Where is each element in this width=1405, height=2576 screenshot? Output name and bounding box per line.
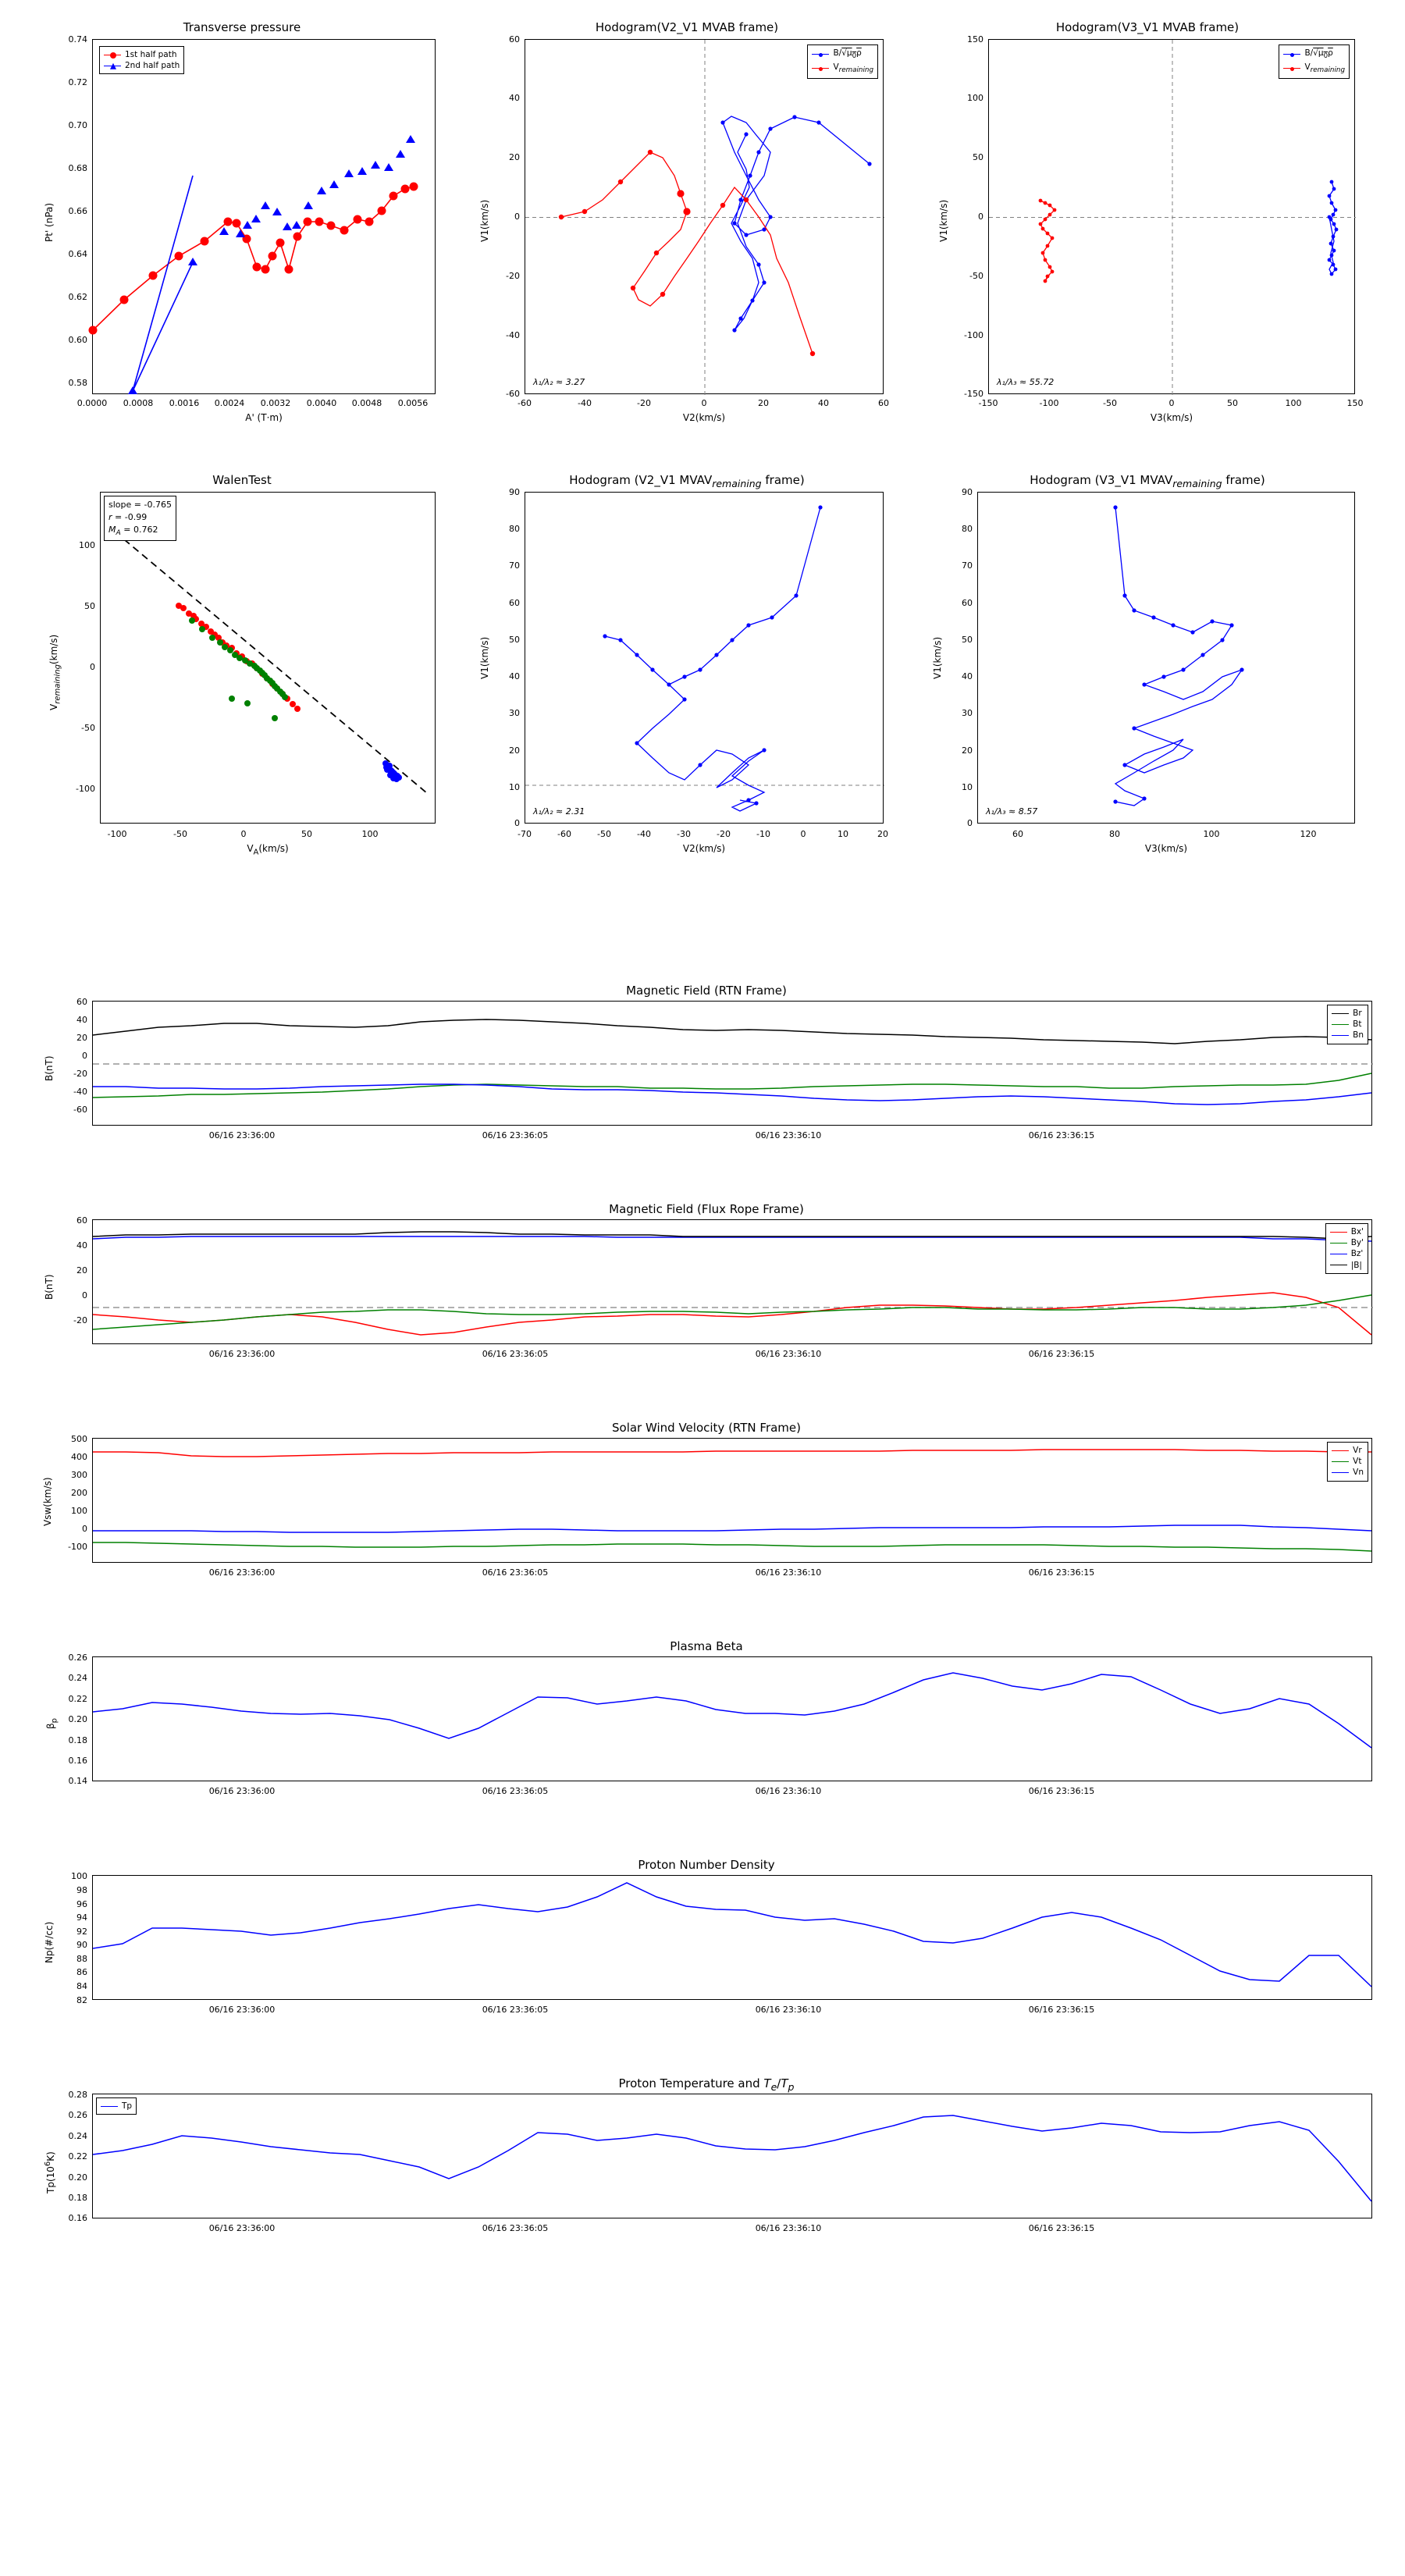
y-tick: 50 <box>962 635 973 645</box>
x-tick: -50 <box>1103 398 1117 408</box>
y-tick: 0.68 <box>68 163 87 173</box>
legend-label: By' <box>1350 1238 1364 1248</box>
y-tick: 0.22 <box>68 1694 87 1704</box>
y-tick: 0.60 <box>68 335 87 345</box>
y-axis-label: $Tp(10^6K)$ <box>44 2151 56 2194</box>
y-tick: -100 <box>964 330 984 340</box>
panel-title: Transverse pressure <box>183 20 301 34</box>
legend-item <box>1332 1019 1364 1030</box>
x-tick: 06/16 23:36:00 <box>208 1567 276 1578</box>
x-tick: 120 <box>1300 829 1317 839</box>
legend-item <box>812 62 873 76</box>
y-axis-label: V1(km/s) <box>479 636 490 679</box>
panel-transverse-pressure <box>31 16 453 429</box>
x-tick: 06/16 23:36:15 <box>1028 1130 1095 1140</box>
plot-area <box>988 39 1355 394</box>
plot-area <box>525 492 884 824</box>
plot-area <box>525 39 884 394</box>
legend-label: 1st half path <box>125 50 177 59</box>
y-axis-label: Vsw(km/s) <box>42 1477 53 1526</box>
x-tick: 80 <box>1109 829 1120 839</box>
y-tick: 84 <box>76 1981 87 1991</box>
legend-tp <box>96 2097 137 2115</box>
x-tick: 06/16 23:36:05 <box>482 2005 549 2015</box>
legend-label: Bn <box>1353 1030 1364 1041</box>
walen-ma: $M_A = 0.762$ <box>108 524 158 538</box>
beta-plot <box>93 1657 1373 1782</box>
legend-item <box>104 60 180 71</box>
legend-label: $V_{remaining}$ <box>833 62 873 74</box>
panel-magnetic-field-rtn <box>31 984 1382 1155</box>
y-tick: 40 <box>76 1015 87 1025</box>
y-axis-label: B(nT) <box>44 1274 55 1300</box>
panel-magnetic-field-fluxrope <box>31 1202 1382 1374</box>
y-tick: 0.58 <box>68 378 87 388</box>
panel-title: Hodogram(V3_V1 MVAB frame) <box>1055 20 1240 34</box>
y-tick: 300 <box>71 1470 87 1480</box>
plot-area <box>100 492 436 824</box>
legend-item <box>812 48 873 62</box>
plot-area <box>92 1438 1372 1563</box>
y-tick: 0.72 <box>68 77 87 87</box>
y-tick: 0 <box>967 818 973 828</box>
y-tick: 150 <box>967 34 984 44</box>
y-tick: 80 <box>509 524 520 534</box>
x-tick: 50 <box>1227 398 1238 408</box>
x-tick: 0.0032 <box>260 398 291 408</box>
y-tick: 40 <box>509 93 520 103</box>
x-tick: 06/16 23:36:05 <box>482 1130 549 1140</box>
legend-item <box>1332 1467 1364 1478</box>
y-tick: 0.16 <box>68 1756 87 1766</box>
y-tick: 0 <box>82 1290 87 1300</box>
legend-marker-dot <box>819 67 823 71</box>
legend-item <box>1330 1237 1364 1248</box>
legend-label: $B/√\mu_0\rho$ <box>1304 48 1333 61</box>
x-tick: -30 <box>677 829 691 839</box>
x-tick: 06/16 23:36:10 <box>755 2223 822 2233</box>
x-tick: -100 <box>107 829 127 839</box>
y-tick: 20 <box>76 1265 87 1276</box>
plot-area <box>92 1219 1372 1344</box>
y-tick: 10 <box>509 782 520 792</box>
eigenvalue-ratio-annotation: λ₁/λ₂ ≈ 2.31 <box>533 806 585 817</box>
legend-swatch-vt <box>1332 1461 1349 1462</box>
y-tick: 90 <box>76 1940 87 1950</box>
tp-plot <box>93 2094 1373 2219</box>
y-axis-label: $V_{remaining}(km/s)$ <box>48 634 62 710</box>
y-tick: 0.74 <box>68 34 87 44</box>
y-tick: 30 <box>962 708 973 718</box>
y-tick: 0.18 <box>68 1735 87 1745</box>
x-tick: 0 <box>1168 398 1175 408</box>
y-tick: 92 <box>76 1927 87 1937</box>
legend-item <box>1330 1226 1364 1237</box>
x-tick: 0 <box>800 829 806 839</box>
panel-hodogram-v3v1-mvab <box>921 16 1374 429</box>
y-tick: 30 <box>509 708 520 718</box>
y-tick: 200 <box>71 1488 87 1498</box>
x-tick: -100 <box>1039 398 1059 408</box>
y-tick: 0.62 <box>68 292 87 302</box>
legend-label: |B| <box>1350 1260 1362 1270</box>
x-tick: 06/16 23:36:05 <box>482 1786 549 1796</box>
y-tick: 0.26 <box>68 1653 87 1663</box>
y-tick: 0.64 <box>68 249 87 259</box>
y-tick: 60 <box>509 34 520 44</box>
x-tick: 0.0040 <box>306 398 337 408</box>
y-tick: 20 <box>509 745 520 756</box>
x-axis-label: V3(km/s) <box>1144 843 1188 854</box>
y-tick: 100 <box>71 1871 87 1881</box>
y-tick: 500 <box>71 1434 87 1444</box>
panel-title: Hodogram (V3_V1 $MVAV_{remaining}$ frame) <box>1030 473 1265 489</box>
panel-title: Magnetic Field (Flux Rope Frame) <box>609 1202 804 1216</box>
legend-item <box>1283 48 1345 62</box>
y-tick: 400 <box>71 1452 87 1462</box>
legend-label: Bx' <box>1350 1227 1364 1236</box>
y-tick: 20 <box>962 745 973 756</box>
eigenvalue-ratio-annotation: λ₁/λ₃ ≈ 55.72 <box>997 377 1055 387</box>
x-axis-label: V2(km/s) <box>682 412 726 423</box>
x-tick: 20 <box>758 398 769 408</box>
panel-proton-temperature <box>31 2076 1382 2248</box>
x-tick: 06/16 23:36:00 <box>208 1130 276 1140</box>
panel-hodogram-v3v1-mvav <box>921 468 1374 874</box>
legend-transverse-pressure <box>99 46 184 74</box>
legend-b-rtn <box>1327 1005 1368 1044</box>
x-tick: 40 <box>818 398 829 408</box>
x-tick: -40 <box>637 829 651 839</box>
y-tick: 0.26 <box>68 2110 87 2120</box>
plot-area <box>92 1875 1372 2000</box>
transverse-pressure-plot <box>93 40 436 395</box>
y-tick: 50 <box>84 601 95 611</box>
panel-hodogram-v2v1-mvav <box>468 468 905 874</box>
legend-label: Br <box>1353 1009 1362 1018</box>
y-tick: 82 <box>76 1995 87 2005</box>
x-tick: 0 <box>240 829 247 839</box>
y-tick: 100 <box>967 93 984 103</box>
y-tick: 40 <box>509 671 520 681</box>
panel-title: Proton Temperature and $T_e/T_p$ <box>618 2076 795 2093</box>
legend-swatch-blue <box>812 54 829 55</box>
panel-proton-number-density <box>31 1858 1382 2030</box>
y-axis-label: $\beta_p$ <box>45 1717 59 1729</box>
plot-area <box>92 1656 1372 1781</box>
x-tick: 06/16 23:36:10 <box>755 1349 822 1359</box>
y-tick: 60 <box>962 598 973 608</box>
x-tick: 06/16 23:36:15 <box>1028 2223 1095 2233</box>
y-tick: 40 <box>962 671 973 681</box>
y-tick: 40 <box>76 1240 87 1251</box>
x-tick: -70 <box>518 829 532 839</box>
legend-marker-circle <box>110 52 116 59</box>
y-tick: -40 <box>73 1087 87 1097</box>
legend-swatch-br <box>1332 1013 1349 1014</box>
x-tick: 150 <box>1346 398 1364 408</box>
legend-item <box>1332 1030 1364 1041</box>
x-tick: 06/16 23:36:00 <box>208 1349 276 1359</box>
hodogram-v2v1-mvab-plot <box>525 40 884 395</box>
x-tick: 06/16 23:36:10 <box>755 1567 822 1578</box>
panel-hodogram-v2v1-mvab <box>468 16 905 429</box>
y-tick: -50 <box>969 271 984 281</box>
y-tick: 80 <box>962 524 973 534</box>
y-tick: 0 <box>514 818 520 828</box>
x-axis-label: $V_A(km/s)$ <box>247 843 289 857</box>
x-tick: 06/16 23:36:15 <box>1028 2005 1095 2015</box>
y-tick: 50 <box>509 635 520 645</box>
y-axis-label: V1(km/s) <box>938 199 949 242</box>
legend-item <box>104 49 180 60</box>
x-tick: 100 <box>1203 829 1220 839</box>
x-tick: -150 <box>978 398 998 408</box>
y-tick: 0 <box>978 212 984 222</box>
legend-marker-dot <box>1290 67 1294 71</box>
y-tick: 96 <box>76 1899 87 1909</box>
legend-label: Vr <box>1353 1446 1362 1455</box>
y-axis-label: V1(km/s) <box>932 636 943 679</box>
y-tick: -100 <box>68 1542 87 1552</box>
b-rtn-plot <box>93 1002 1373 1126</box>
x-tick: 06/16 23:36:00 <box>208 2005 276 2015</box>
x-tick: 0 <box>701 398 707 408</box>
y-tick: 70 <box>509 560 520 571</box>
x-tick: 06/16 23:36:15 <box>1028 1567 1095 1578</box>
legend-item <box>1332 1445 1364 1456</box>
y-tick: 60 <box>76 1215 87 1226</box>
x-tick: -50 <box>597 829 611 839</box>
legend-label: Tp <box>122 2101 133 2111</box>
legend-hodogram-v3v1-mvab <box>1279 44 1350 79</box>
x-tick: 06/16 23:36:05 <box>482 2223 549 2233</box>
y-tick: 90 <box>509 487 520 497</box>
x-axis-label: V2(km/s) <box>682 843 726 854</box>
legend-swatch-by <box>1330 1243 1347 1244</box>
y-tick: 0.24 <box>68 2131 87 2141</box>
panel-title: WalenTest <box>212 473 272 487</box>
x-tick: 06/16 23:36:15 <box>1028 1349 1095 1359</box>
y-tick: -20 <box>73 1069 87 1079</box>
y-tick: 0.20 <box>68 1714 87 1724</box>
legend-hodogram-v2v1-mvab <box>807 44 878 79</box>
legend-swatch-red <box>1283 68 1300 69</box>
eigenvalue-ratio-annotation: λ₁/λ₃ ≈ 8.57 <box>986 806 1038 817</box>
x-tick: 06/16 23:36:10 <box>755 2005 822 2015</box>
b-fluxrope-plot <box>93 1220 1373 1345</box>
legend-item <box>1330 1248 1364 1259</box>
y-axis-label: Np(#/cc) <box>44 1921 55 1963</box>
y-axis-label: V1(km/s) <box>479 199 490 242</box>
np-plot <box>93 1876 1373 2001</box>
x-tick: 06/16 23:36:05 <box>482 1567 549 1578</box>
plot-area <box>92 39 436 394</box>
legend-swatch-vn <box>1332 1472 1349 1473</box>
y-tick: 70 <box>962 560 973 571</box>
plot-area <box>977 492 1355 824</box>
hodogram-v3v1-mvav-plot <box>978 493 1356 824</box>
y-tick: -20 <box>73 1315 87 1325</box>
panel-title: Proton Number Density <box>638 1858 775 1872</box>
legend-vsw <box>1327 1442 1368 1482</box>
x-tick: 20 <box>877 829 888 839</box>
legend-label: $V_{remaining}$ <box>1304 62 1345 74</box>
x-tick: 0.0024 <box>214 398 245 408</box>
legend-marker-triangle <box>110 63 116 69</box>
walen-slope: slope = -0.765 <box>108 500 172 510</box>
legend-item <box>101 2101 132 2112</box>
walen-r: r = -0.99 <box>108 511 148 522</box>
legend-label: Bz' <box>1350 1249 1364 1259</box>
x-tick: -20 <box>717 829 731 839</box>
y-tick: 0 <box>82 1524 87 1534</box>
panel-solar-wind-velocity <box>31 1421 1382 1592</box>
y-tick: 0.16 <box>68 2213 87 2223</box>
y-tick: 20 <box>509 152 520 162</box>
panel-walen-test <box>31 468 453 874</box>
y-axis-label: Pt' (nPa) <box>44 202 55 242</box>
walen-test-plot <box>101 493 436 824</box>
y-tick: -20 <box>506 271 520 281</box>
legend-marker-dot <box>819 53 823 57</box>
y-tick: 0.14 <box>68 1776 87 1786</box>
legend-item <box>1332 1456 1364 1467</box>
y-tick: 0.24 <box>68 1673 87 1683</box>
y-tick: 20 <box>76 1033 87 1043</box>
panel-title: Hodogram(V2_V1 MVAB frame) <box>595 20 779 34</box>
x-axis-label: A' (T·m) <box>245 412 283 423</box>
x-tick: 60 <box>878 398 889 408</box>
legend-marker-dot <box>1290 53 1294 57</box>
y-tick: 0 <box>514 212 520 222</box>
y-tick: -60 <box>506 389 520 399</box>
y-tick: 94 <box>76 1912 87 1923</box>
x-tick: 50 <box>301 829 312 839</box>
y-tick: 60 <box>509 598 520 608</box>
plot-area <box>92 1001 1372 1126</box>
x-tick: 0.0008 <box>123 398 154 408</box>
legend-swatch-tp <box>101 2106 118 2107</box>
y-tick: 0.20 <box>68 2172 87 2183</box>
legend-swatch-red <box>812 68 829 69</box>
x-tick: 06/16 23:36:15 <box>1028 1786 1095 1796</box>
y-tick: 86 <box>76 1967 87 1977</box>
x-tick: -60 <box>518 398 532 408</box>
x-tick: 06/16 23:36:05 <box>482 1349 549 1359</box>
y-tick: 90 <box>962 487 973 497</box>
legend-swatch-bn <box>1332 1035 1349 1036</box>
legend-label: Vt <box>1353 1457 1362 1467</box>
panel-title: Magnetic Field (RTN Frame) <box>626 984 787 998</box>
x-tick: 06/16 23:36:00 <box>208 2223 276 2233</box>
y-tick: 0.28 <box>68 2090 87 2100</box>
legend-swatch-vr <box>1332 1450 1349 1451</box>
y-tick: 50 <box>973 152 984 162</box>
y-tick: 60 <box>76 997 87 1007</box>
x-tick: 10 <box>838 829 848 839</box>
x-tick: 0.0056 <box>397 398 429 408</box>
walen-fit-note <box>104 496 176 541</box>
y-tick: -60 <box>73 1105 87 1115</box>
y-tick: 10 <box>962 782 973 792</box>
panel-title: Hodogram (V2_V1 $MVAV_{remaining}$ frame) <box>569 473 805 489</box>
y-tick: 100 <box>71 1506 87 1516</box>
y-tick: 0.66 <box>68 206 87 216</box>
hodogram-v3v1-mvab-plot <box>989 40 1356 395</box>
legend-item <box>1330 1260 1364 1271</box>
legend-swatch-blue <box>1283 54 1300 55</box>
y-tick: -50 <box>81 723 95 733</box>
y-tick: 0.18 <box>68 2193 87 2203</box>
legend-item <box>1283 62 1345 76</box>
y-tick: 0 <box>90 662 95 672</box>
legend-swatch-bx <box>1330 1232 1347 1233</box>
y-tick: -100 <box>76 784 95 794</box>
legend-label: 2nd half path <box>125 61 180 71</box>
y-axis-label: B(nT) <box>44 1055 55 1081</box>
panel-title: Solar Wind Velocity (RTN Frame) <box>612 1421 801 1435</box>
x-tick: -60 <box>557 829 571 839</box>
legend-label: $B/√\mu_0\rho$ <box>833 48 862 61</box>
y-tick: 100 <box>79 540 95 550</box>
x-tick: -50 <box>173 829 187 839</box>
x-tick: -10 <box>756 829 770 839</box>
legend-item <box>1332 1008 1364 1019</box>
legend-label: Vn <box>1353 1468 1364 1478</box>
y-tick: 88 <box>76 1954 87 1964</box>
y-tick: -150 <box>964 389 984 399</box>
x-tick: 60 <box>1012 829 1023 839</box>
panel-title: Plasma Beta <box>670 1639 743 1653</box>
y-tick: 0.70 <box>68 120 87 130</box>
x-tick: -20 <box>637 398 651 408</box>
x-tick: 100 <box>1285 398 1302 408</box>
vsw-plot <box>93 1439 1373 1564</box>
legend-b-fluxrope <box>1325 1223 1368 1274</box>
legend-label: Bt <box>1353 1019 1362 1030</box>
y-tick: -40 <box>506 330 520 340</box>
x-tick: -40 <box>578 398 592 408</box>
eigenvalue-ratio-annotation: λ₁/λ₂ ≈ 3.27 <box>533 377 585 387</box>
x-tick: 0.0000 <box>76 398 108 408</box>
legend-swatch-bt <box>1332 1024 1349 1025</box>
y-tick: 98 <box>76 1885 87 1895</box>
plot-area <box>92 2094 1372 2218</box>
x-axis-label: V3(km/s) <box>1150 412 1193 423</box>
x-tick: 06/16 23:36:10 <box>755 1130 822 1140</box>
x-tick: 0.0016 <box>169 398 200 408</box>
x-tick: 06/16 23:36:00 <box>208 1786 276 1796</box>
x-tick: 06/16 23:36:10 <box>755 1786 822 1796</box>
y-tick: 0.22 <box>68 2151 87 2161</box>
x-tick: 100 <box>361 829 379 839</box>
y-tick: 0 <box>82 1051 87 1061</box>
panel-plasma-beta <box>31 1639 1382 1811</box>
hodogram-v2v1-mvav-plot <box>525 493 884 824</box>
x-tick: 0.0048 <box>351 398 382 408</box>
